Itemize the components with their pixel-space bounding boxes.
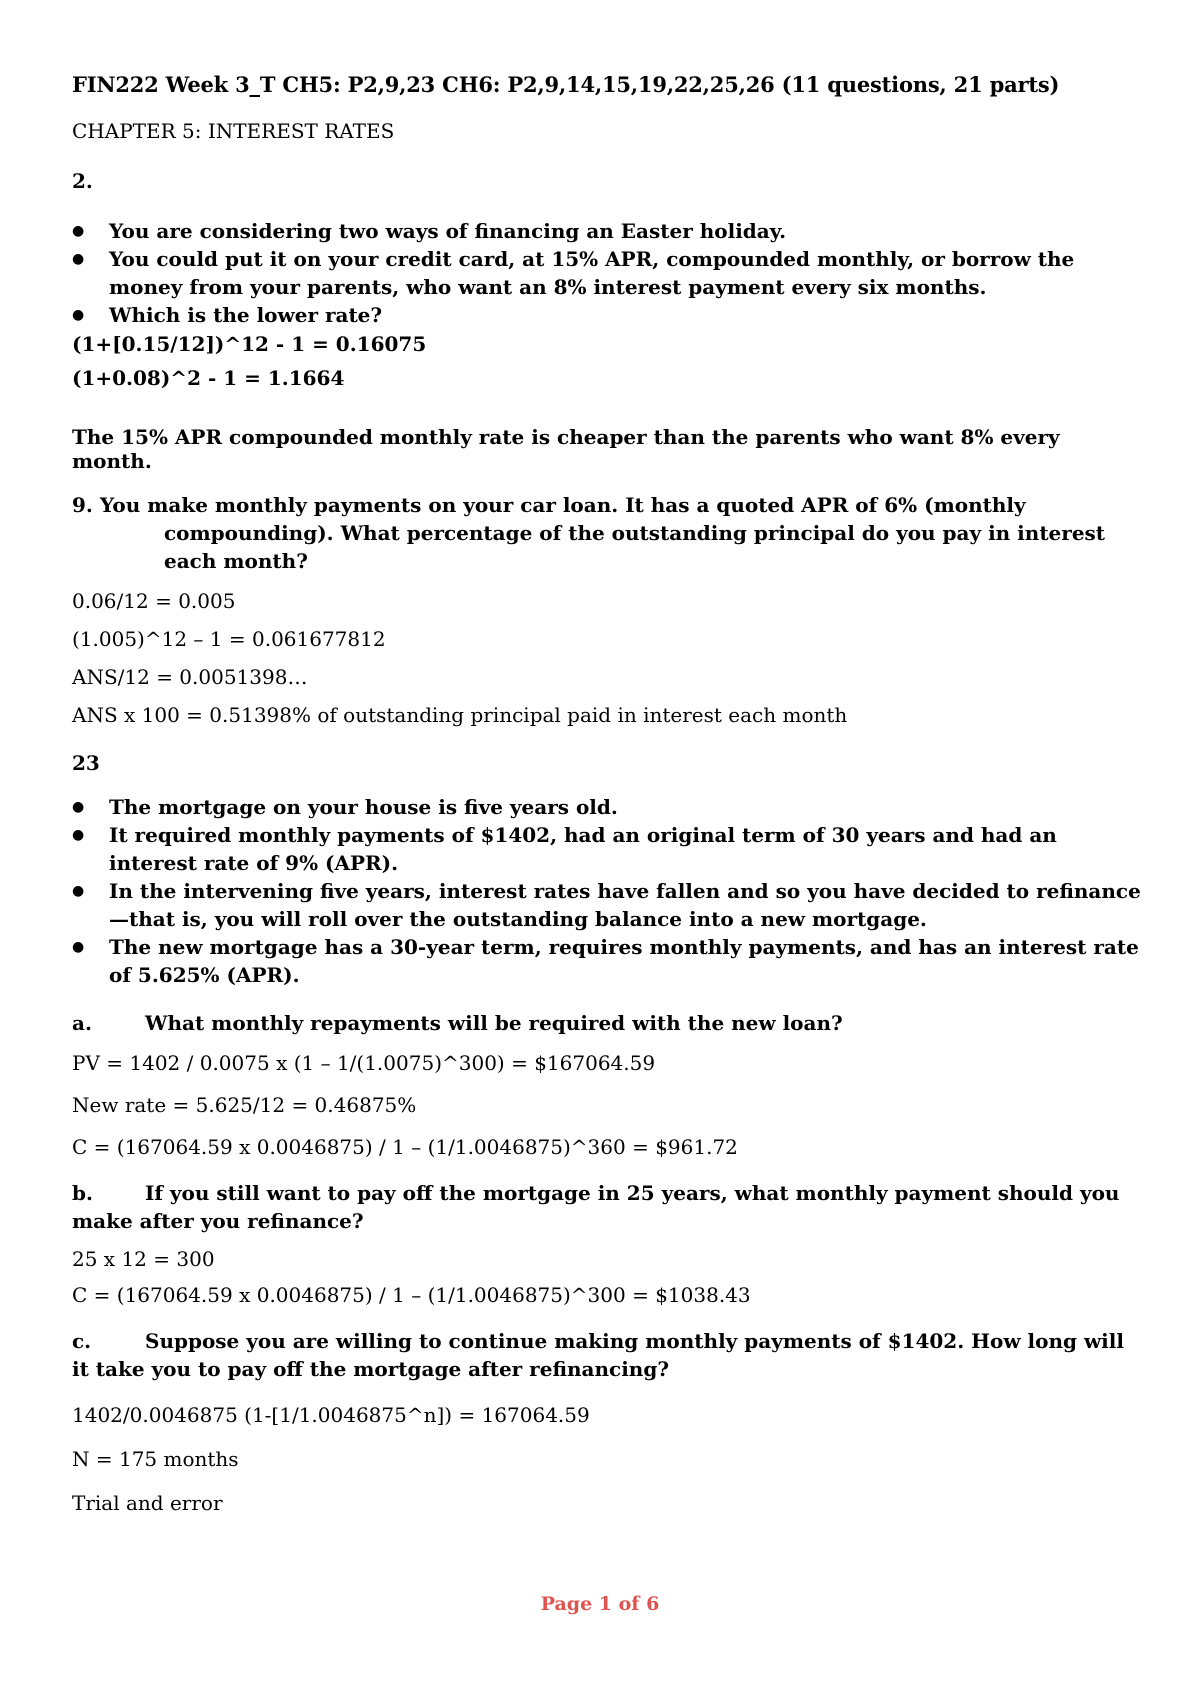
document-page: [72, 72, 1142, 1515]
part-a-line-3: C = (167064.59 x 0.0046875) / 1 – (1/1.0046875)^360 = $961.72: [72, 1135, 738, 1159]
part-a-line-1: PV = 1402 / 0.0075 x (1 – 1/(1.0075)^300) = $167064.59: [72, 1051, 656, 1075]
part-b-question: If you still want to pay off the mortgage in 25 years, what monthly payment should you make after you refinance?: [72, 1181, 1120, 1233]
question-23-bullets: [72, 793, 1142, 989]
document-title: FIN222 Week 3_T CH5: P2,9,23 CH6: P2,9,14,15,19,22,25,26 (11 questions, 21 parts): [72, 72, 1060, 97]
part-c-label: c.: [72, 1329, 92, 1353]
part-a-question: What monthly repayments will be required with the new loan?: [145, 1011, 843, 1035]
q9-line-1: 0.06/12 = 0.005: [72, 589, 236, 613]
part-c: [72, 1327, 1142, 1383]
part-c-line-1: 1402/0.0046875 (1-[1/1.0046875^n]) = 167064.59: [72, 1403, 590, 1427]
bullet-item: ● Which is the lower rate?: [72, 301, 1142, 329]
part-c-question: Suppose you are willing to continue making monthly payments of $1402. How long will it take you to pay off the mortgage after refinancing?: [72, 1329, 1124, 1381]
part-b-label: b.: [72, 1181, 93, 1205]
q9-line-3: ANS/12 = 0.0051398…: [72, 665, 308, 689]
q9-line-4: ANS x 100 = 0.51398% of outstanding principal paid in interest each month: [72, 703, 848, 727]
part-a: [72, 1009, 1142, 1037]
part-b-line-2: C = (167064.59 x 0.0046875) / 1 – (1/1.0046875)^300 = $1038.43: [72, 1283, 751, 1307]
question-9: 9. You make monthly payments on your car loan. It has a quoted APR of 6% (monthly compounding). What percentage of the outstanding principal do you pay in interest each month?: [72, 493, 1106, 573]
bullet-item: ● In the intervening five years, interest rates have fallen and so you have decided to refinance—that is, you will roll over the outstanding balance into a new mortgage.: [72, 877, 1142, 933]
bullet-item: ● The mortgage on your house is five years old.: [72, 793, 1142, 821]
question-23-number: 23: [72, 751, 100, 775]
q2-calc-2: (1+0.08)^2 - 1 = 1.1664: [72, 366, 345, 390]
part-c-line-3: Trial and error: [72, 1491, 223, 1515]
q2-calc-1: (1+[0.15/12])^12 - 1 = 0.16075: [72, 332, 427, 356]
q2-conclusion: The 15% APR compounded monthly rate is cheaper than the parents who want 8% every month.: [72, 425, 1060, 473]
q9-line-2: (1.005)^12 – 1 = 0.061677812: [72, 627, 386, 651]
question-2-bullets: [72, 217, 1142, 329]
bullet-item: ● You are considering two ways of financing an Easter holiday.: [72, 217, 1142, 245]
part-b-line-1: 25 x 12 = 300: [72, 1247, 215, 1271]
part-a-label: a.: [72, 1011, 92, 1035]
question-2-number: 2.: [72, 169, 93, 193]
part-c-line-2: N = 175 months: [72, 1447, 239, 1471]
bullet-item: ● It required monthly payments of $1402, had an original term of 30 years and had an interest rate of 9% (APR).: [72, 821, 1142, 877]
chapter-heading: CHAPTER 5: INTEREST RATES: [72, 119, 395, 143]
bullet-item: ● The new mortgage has a 30-year term, requires monthly payments, and has an interest rate of 5.625% (APR).: [72, 933, 1142, 989]
bullet-item: ● You could put it on your credit card, at 15% APR, compounded monthly, or borrow the money from your parents, who want an 8% interest payment every six months.: [72, 245, 1142, 301]
part-a-line-2: New rate = 5.625/12 = 0.46875%: [72, 1093, 417, 1117]
part-b: [72, 1179, 1142, 1235]
page-number-footer: Page 1 of 6: [540, 1593, 660, 1615]
